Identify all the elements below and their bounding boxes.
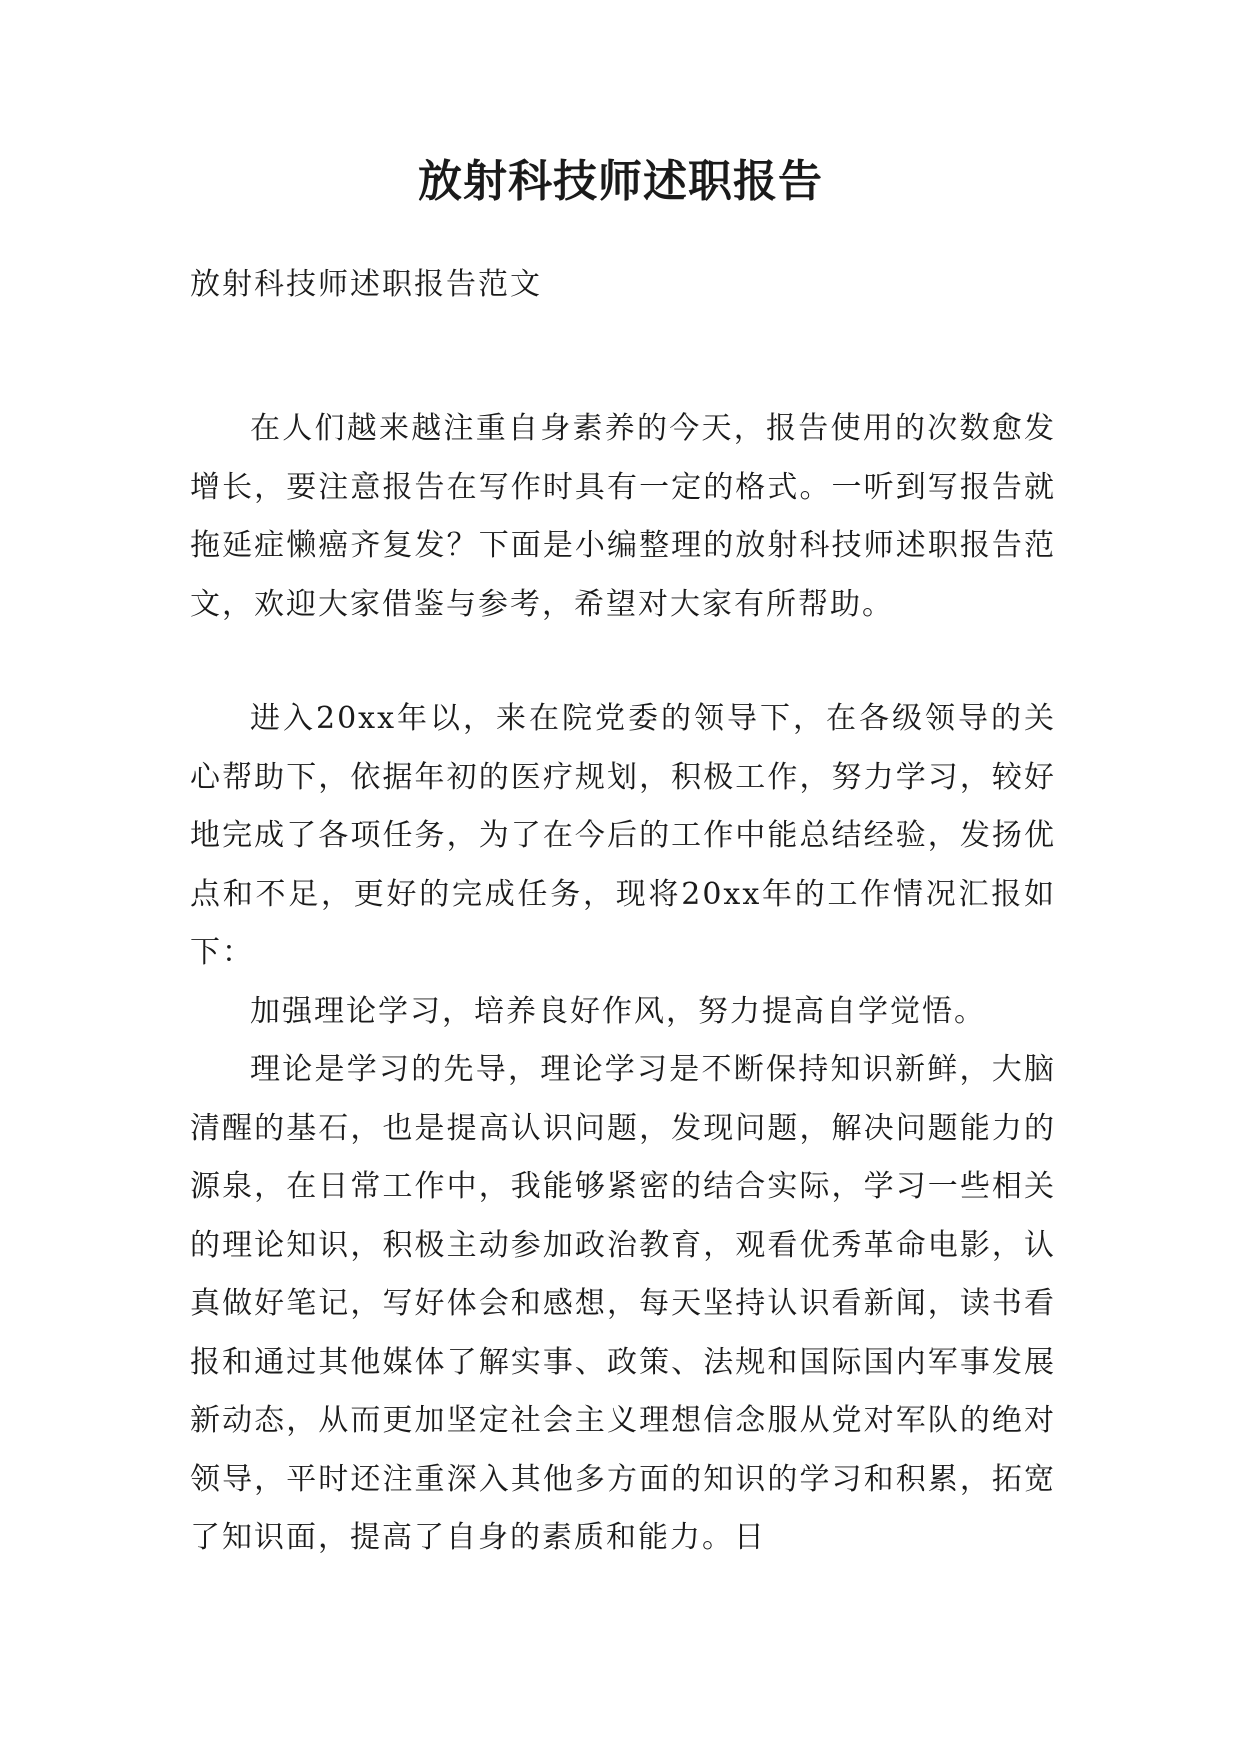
intro-paragraph: 在人们越来越注重自身素养的今天，报告使用的次数愈发增长，要注意报告在写作时具有一定的格式。一听到写报告就拖延症懒癌齐复发？下面是小编整理的放射科技师述职报告范文，欢迎大家借鉴与参考，希望对大家有所帮助。: [190, 411, 1056, 622]
report-paragraph-theory: 理论是学习的先导，理论学习是不断保持知识新鲜，大脑清醒的基石，也是提高认识问题，发现问题，解决问题能力的源泉，在日常工作中，我能够紧密的结合实际，学习一些相关的理论知识，积极主动参加政治教育，观看优秀革命电影，认真做好笔记，写好体会和感想，每天坚持认识看新闻，读书看报和通过其他媒体了解实事、政策、法规和国际国内军事发展新动态，从而更加坚定社会主义理想信念服从党对军队的绝对领导，平时还注重深入其他多方面的知识的学习和积累，拓宽了知识面，提高了自身的素质和能力。日: [190, 1052, 1056, 1555]
report-paragraph-overview: 进入20xx年以，来在院党委的领导下，在各级领导的关心帮助下，依据年初的医疗规划，积极工作，努力学习，较好地完成了各项任务，为了在今后的工作中能总结经验，发扬优点和不足，更好的完成任务，现将20xx年的工作情况汇报如下：: [190, 701, 1056, 970]
report-paragraph-heading: 加强理论学习，培养良好作风，努力提高自学觉悟。: [250, 993, 986, 1029]
report-section: [190, 690, 1056, 1568]
document-subtitle: 放射科技师述职报告范文: [190, 267, 542, 302]
document-title: 放射科技师述职报告: [418, 156, 823, 207]
intro-section: [190, 400, 1056, 634]
